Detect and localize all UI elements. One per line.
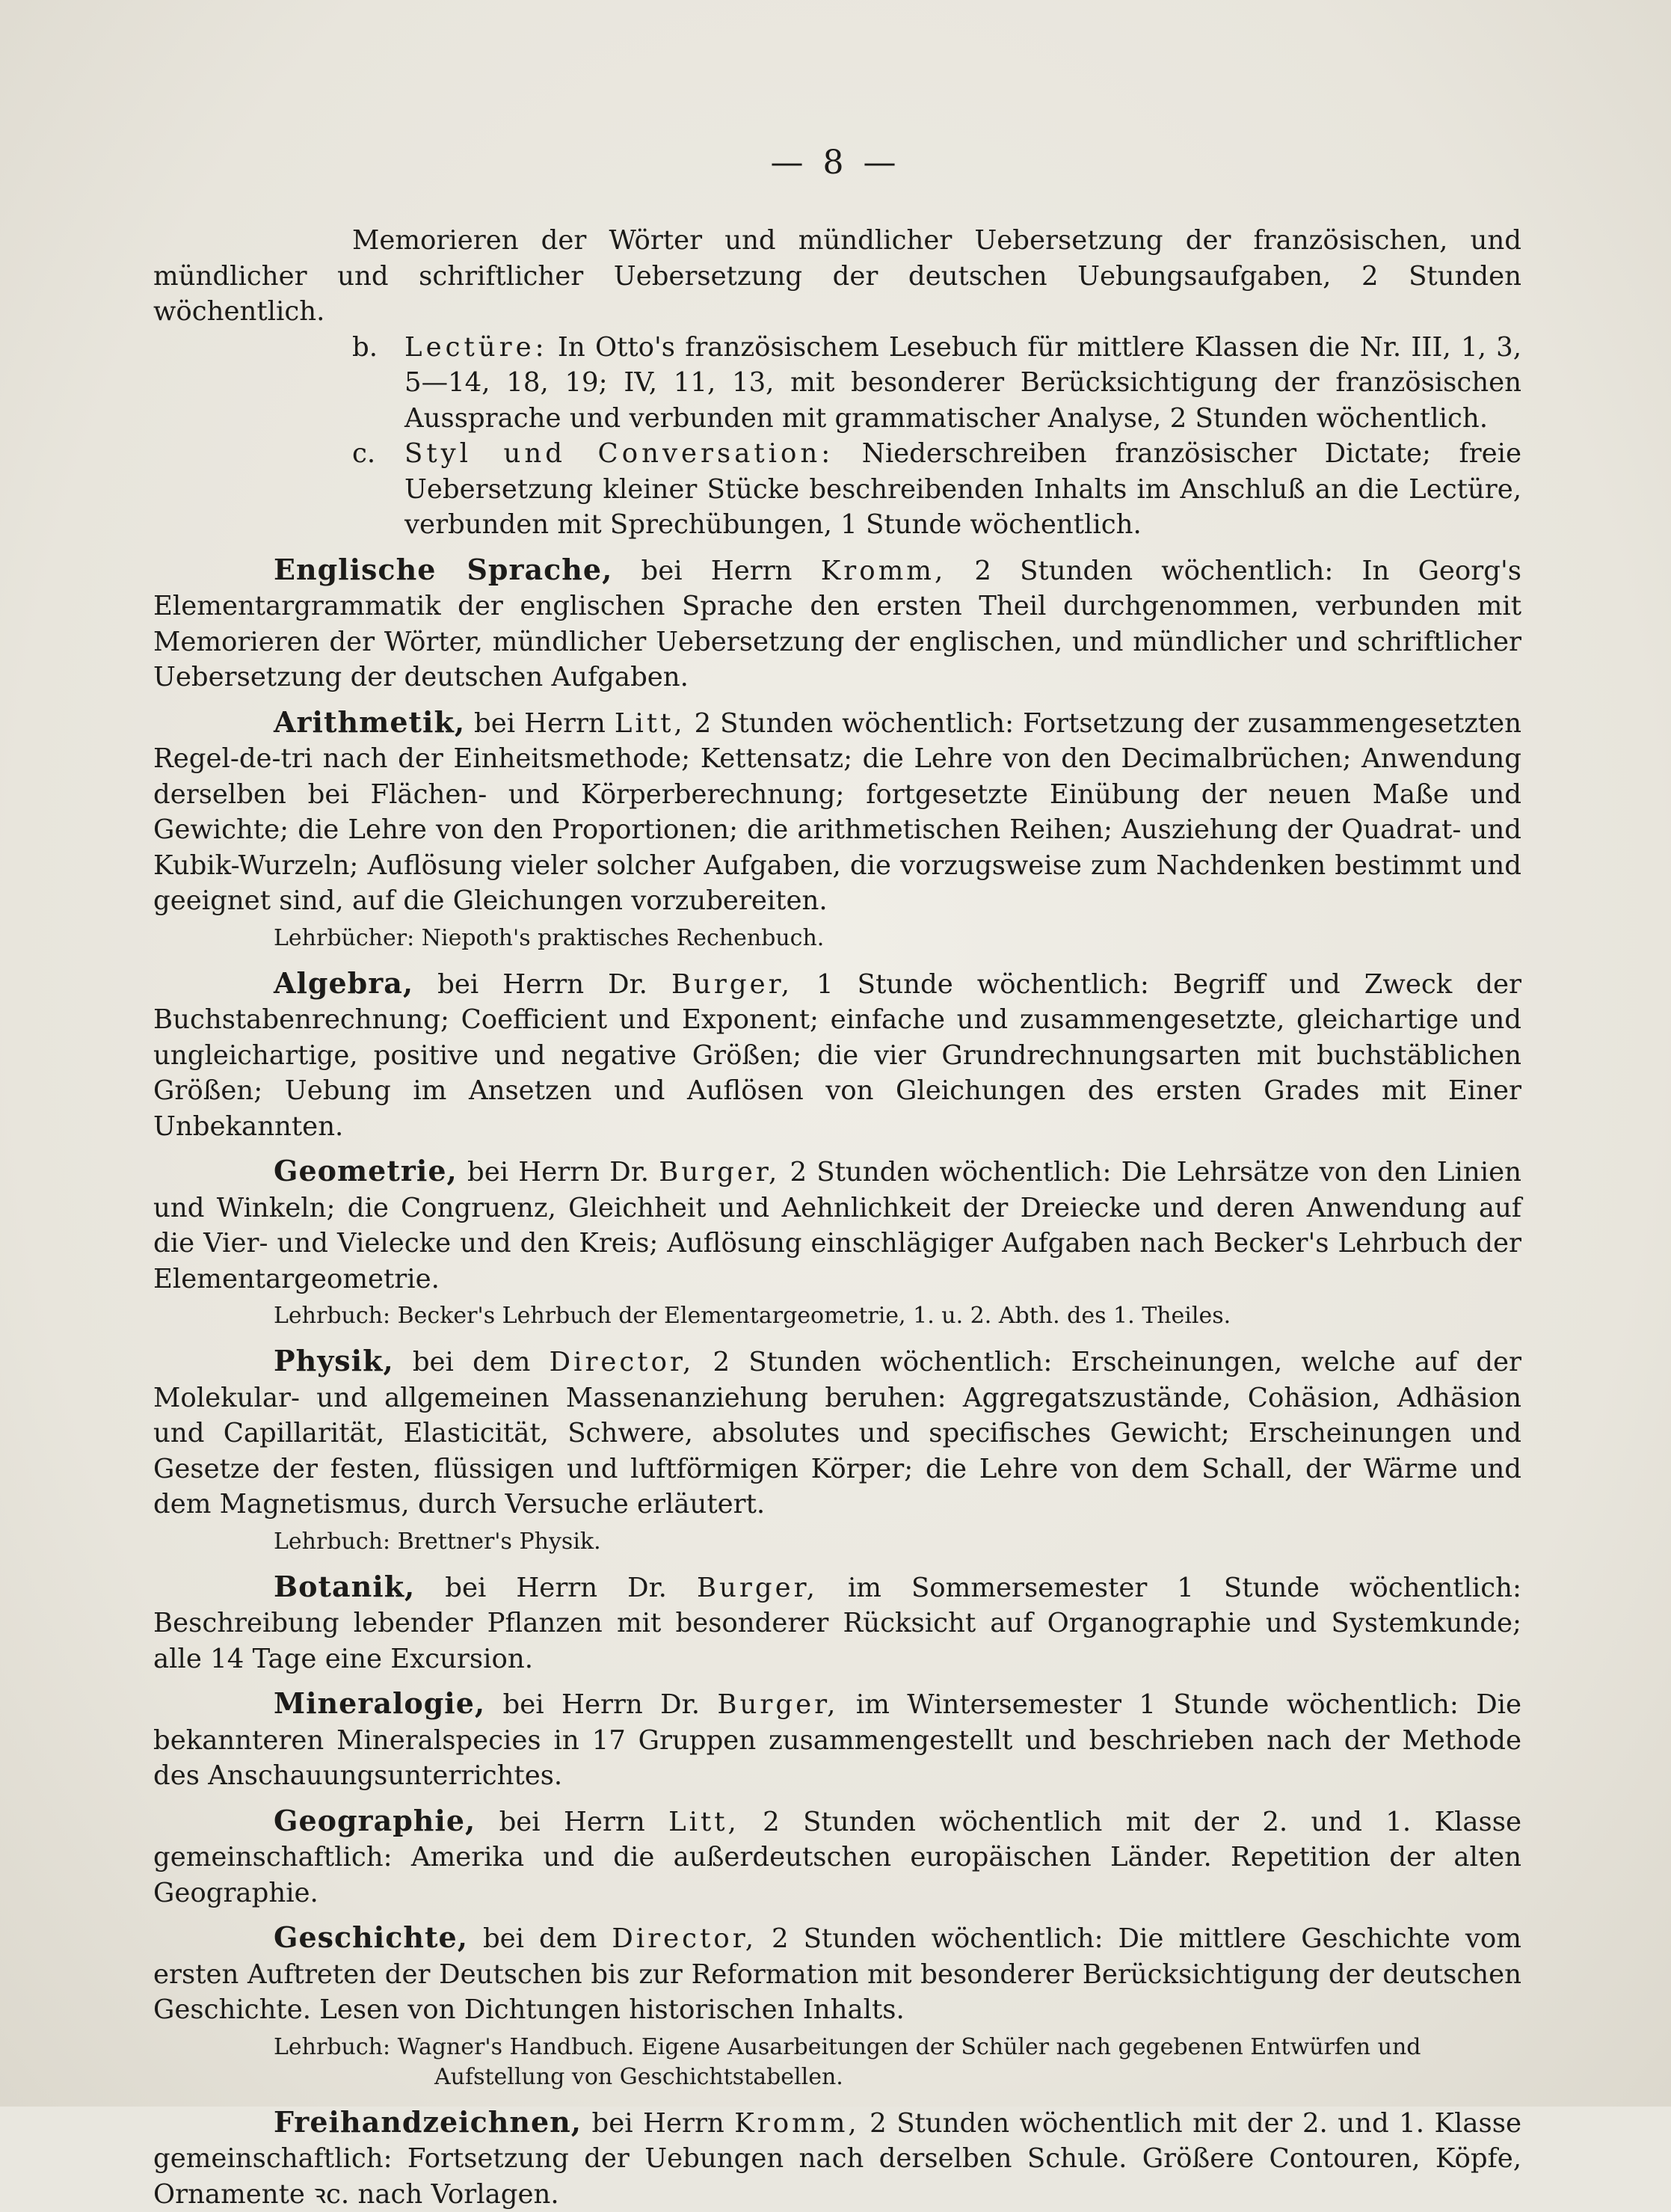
section-teacher: Kromm, [821,556,946,586]
intro-paragraph [153,223,1521,330]
item-text: Niederschreiben französischer Dictate; freie Uebersetzung kleiner Stücke beschreibenden Inhalts im Anschluß an die Lectüre, verbunden mit Sprechübungen, 1 Stunde wöchentlich. [404,438,1521,540]
section-pre: bei Herrn [591,2108,724,2139]
section-pre: bei Herrn Dr. [445,1573,667,1603]
section-textbook: Lehrbücher: Niepoth's praktisches Rechenbuch. [274,924,1521,953]
section-heading: Algebra, [274,966,413,1000]
section-pre: bei Herrn Dr. [437,969,647,1000]
section-botany [153,1569,1521,1677]
section-mineralogy [153,1686,1521,1794]
section-text: 2 Stunden wöchentlich mit der 2. und 1. Klasse gemeinschaftlich: Fortsetzung der Uebungen nach derselben Schule. Größere Contouren, Köpfe, Ornamente ꝛc. nach Vorlagen. [153,2108,1521,2210]
section-heading: Geographie, [274,1804,476,1837]
page-number: — 8 — [0,144,1671,182]
section-pre: bei dem [483,1923,597,1954]
section-heading: Freihandzeichnen, [274,2105,582,2139]
section-pre: bei Herrn [499,1807,645,1837]
intro-text: Memorieren der Wörter und mündlicher Uebersetzung der französischen, und mündlicher und schriftlicher Uebersetzung der deutschen Uebungsaufgaben, 2 Stunden wöchentlich. [153,223,1521,330]
section-textbook: Lehrbuch: Becker's Lehrbuch der Elementargeometrie, 1. u. 2. Abth. des 1. Theiles. [274,1301,1521,1331]
text-body [153,223,1521,2212]
section-heading: Physik, [274,1344,394,1377]
section-text: 2 Stunden wöchentlich: Erscheinungen, welche auf der Molekular- und allgemeinen Massenanziehung beruhen: Aggregatszustände, Cohäsion, Adhäsion und Capillarität, Elasticität, Schwere, absolutes und specifisches Gewicht; Erscheinungen und Gesetze der festen, flüssigen und luftförmigen Körper; die Lehre von dem Schall, der Wärme und dem Magnetismus, durch Versuche erläutert. [153,1347,1521,1520]
section-text: im Sommersemester 1 Stunde wöchentlich: Beschreibung lebender Pflanzen mit besonderer Rücksicht auf Organographie und Systemkunde; alle 14 Tage eine Excursion. [153,1573,1521,1674]
section-teacher: Burger, [717,1689,838,1720]
section-english [153,552,1521,695]
section-pre: bei dem [413,1347,531,1377]
section-text: 1 Stunde wöchentlich: Begriff und Zweck der Buchstabenrechnung; Coefficient und Exponent; einfache und zusammengesetzte, gleichartige und ungleichartige, positive und negative Größen; die vier Grundrechnungsarten mit buchstäblichen Größen; Uebung im Ansetzen und Auflösen von Gleichungen des ersten Grades mit Einer Unbekannten. [153,969,1521,1142]
section-text: 2 Stunden wöchentlich: Die Lehrsätze von den Linien und Winkeln; die Congruenz, Gleichheit und Aehnlichkeit der Dreiecke und deren Anwendung auf die Vier- und Vielecke und den Kreis; Auflösung einschlägiger Aufgaben nach Becker's Lehrbuch der Elementargeometrie. [153,1157,1521,1294]
section-teacher: Kromm, [734,2108,859,2139]
section-teacher: Litt, [615,708,686,739]
section-teacher: Litt, [668,1807,739,1837]
french-style-item [352,436,1521,543]
section-history [153,1920,1521,2028]
section-heading: Englische Sprache, [274,553,612,586]
section-text: 2 Stunden wöchentlich: Die mittlere Geschichte vom ersten Auftreten der Deutschen bis zur Reformation mit besonderer Berücksichtigung der deutschen Geschichte. Lesen von Dichtungen historischen Inhalts. [153,1923,1521,2025]
section-algebra [153,965,1521,1145]
section-geography [153,1803,1521,1911]
section-teacher: Burger, [659,1157,780,1188]
section-teacher: Director, [612,1923,757,1954]
section-heading: Arithmetik, [274,705,465,739]
french-lecture-item [352,330,1521,437]
item-text: In Otto's französischem Lesebuch für mittlere Klassen die Nr. III, 1, 3, 5—14, 18, 19; IV, 11, 13, mit besonderer Berücksichtigung der französischen Aussprache und verbunden mit grammatischer Analyse, 2 Stunden wöchentlich. [404,332,1521,434]
section-pre: bei Herrn [641,556,793,586]
section-teacher: Burger, [697,1573,818,1603]
section-geometry [153,1153,1521,1297]
item-heading: Styl und Conversation: [404,438,834,469]
item-label: b. [352,330,378,366]
section-text: 2 Stunden wöchentlich: In Georg's Elementargrammatik der englischen Sprache den ersten Theil durchgenommen, verbunden mit Memorieren der Wörter, mündlicher Uebersetzung der englischen, und mündlicher und schriftlicher Uebersetzung der deutschen Aufgaben. [153,556,1521,693]
section-pre: bei Herrn Dr. [503,1689,700,1720]
section-heading: Mineralogie, [274,1686,485,1720]
section-text: 2 Stunden wöchentlich mit der 2. und 1. Klasse gemeinschaftlich: Amerika und die außerdeutschen europäischen Länder. Repetition der alten Geographie. [153,1807,1521,1908]
section-textbook: Lehrbuch: Brettner's Physik. [274,1527,1521,1557]
section-heading: Botanik, [274,1570,415,1603]
section-drawing [153,2104,1521,2212]
section-text: 2 Stunden wöchentlich: Fortsetzung der zusammengesetzten Regel-de-tri nach der Einheitsmethode; Kettensatz; die Lehre von den Decimalbrüchen; Anwendung derselben bei Flächen- und Körperberechnung; fortgesetzte Einübung der neuen Maße und Gewichte; die Lehre von den Proportionen; die arithmetischen Reihen; Ausziehung der Quadrat- und Kubik-Wurzeln; Auflösung vieler solcher Aufgaben, die vorzugsweise zum Nachdenken bestimmt und geeignet sind, auf die Gleichungen vorzubereiten. [153,708,1521,917]
section-teacher: Burger, [671,969,793,1000]
section-pre: bei Herrn [474,708,606,739]
section-textbook: Lehrbuch: Wagner's Handbuch. Eigene Ausarbeitungen der Schüler nach gegebenen Entwürfen und Aufstellung von Geschichtstabellen. [274,2033,1492,2092]
section-heading: Geschichte, [274,1920,468,1954]
section-pre: bei Herrn Dr. [467,1157,649,1188]
section-arithmetic [153,704,1521,919]
section-physics [153,1343,1521,1523]
section-heading: Geometrie, [274,1154,458,1188]
item-heading: Lectüre: [404,332,548,363]
section-teacher: Director, [550,1347,695,1377]
section-text: im Wintersemester 1 Stunde wöchentlich: Die bekannteren Mineralspecies in 17 Gruppen zusammengestellt und beschrieben nach der Methode des Anschauungsunterrichtes. [153,1689,1521,1791]
item-label: c. [352,436,375,472]
